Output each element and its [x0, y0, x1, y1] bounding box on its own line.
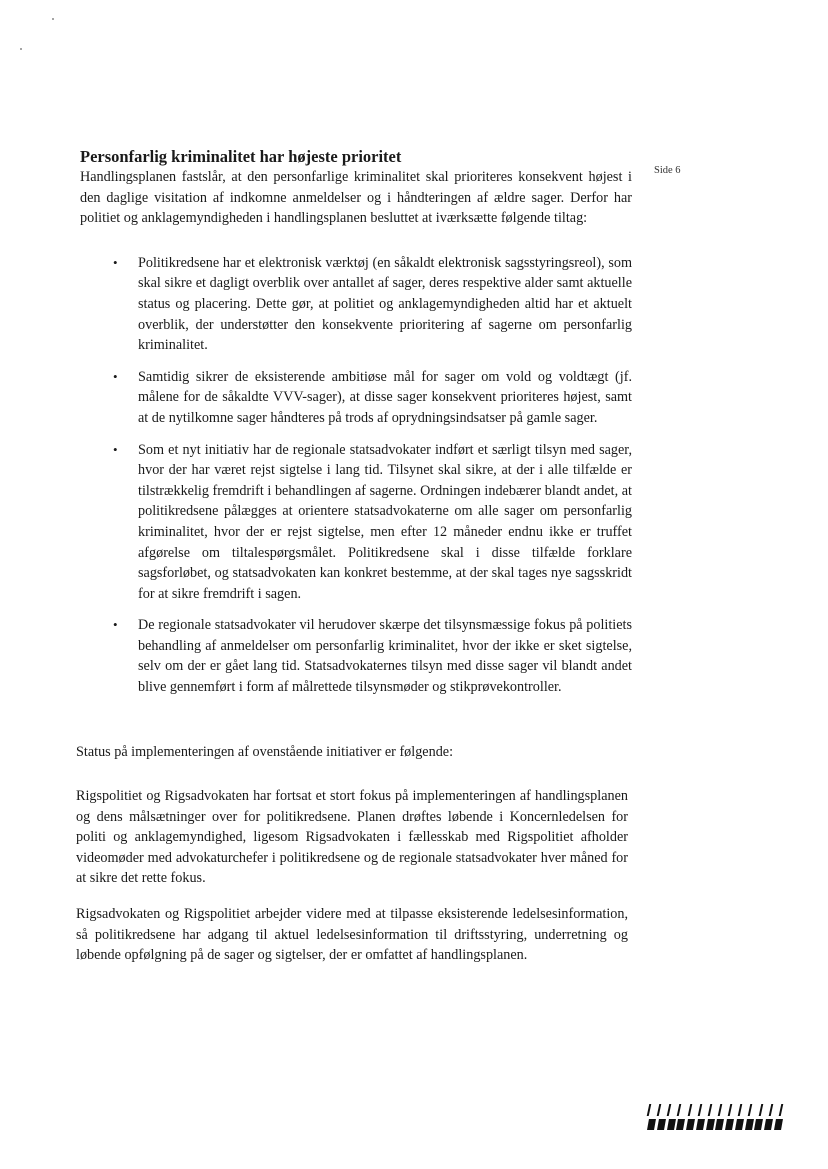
list-item-text: Politikredsene har et elektronisk værktøj (en såkaldt elektronisk sagsstyringsreol), som skal sikre et dagligt overblik over antallet af sager, deres respektive alder samt aktuelle status og placering. Dette gør, at politiet og anklagemyndigheden altid har et aktuelt overblik, der understøtter den konsekvente prioritering af sagerne om personfarlig kriminalitet.	[138, 254, 632, 354]
bullet-icon: •	[113, 441, 118, 457]
barcode-icon	[648, 1104, 782, 1130]
list-item	[80, 615, 632, 697]
initiative-list	[80, 253, 632, 698]
body-paragraph: Rigspolitiet og Rigsadvokaten har fortsat et stort fokus på implementeringen af handlingsplanen og dens målsætninger over for politikredsene. Planen drøftes løbende i Koncernledelsen for politi og anklagemyndighed, ligesom Rigsadvokaten i fællesskab med Rigspolitiet afholder videomøder med advokaturchefer i politikredsene og de regionale statsadvokater hver måned for at sikre det rette fokus.	[76, 788, 628, 887]
bullet-icon: •	[113, 254, 118, 270]
barcode-top-row	[648, 1104, 782, 1116]
list-item-text: Samtidig sikrer de eksisterende ambitiøse mål for sager om vold og voldtægt (jf. målene for de såkaldte VVV-sager), at disse sager konsekvent prioriteres højest, samt at de nytilkomne sager håndteres på trods af oprydningsindsatser på gamle sager.	[138, 368, 632, 426]
intro-paragraph: Handlingsplanen fastslår, at den personfarlige kriminalitet skal prioriteres konsekvent højest i den daglige visitation af indkomne anmeldelser og i håndteringen af ældre sager. Derfor har politiet og anklagemyndigheden i handlingsplanen besluttet at iværksætte følgende tiltag:	[80, 169, 632, 227]
status-line: Status på implementeringen af ovenstående initiativer er følgende:	[76, 744, 454, 760]
list-item-text: Som et nyt initiativ har de regionale statsadvokater indført et særligt tilsyn med sager, hvor der har været rejst sigtelse i lang tid. Tilsynet skal sikre, at der i alle tilfælde er tilstrækkelig fremdrift i behandlingen af sagerne. Ordningen indebærer blandt andet, at politikredsene pålægges at orientere statsadvokaterne om alle sager om personfarlig kriminalitet, hvor der er rejst sigtelse, men efter 12 måneder endnu ikke er truffet afgørelse om tiltalespørgsmålet. Politikredsene skal i disse tilfælde forklare sagsforløbet, og statsadvokaten kan konkret bestemme, at der skal tages nye sagsskridt for at sikre fremdrift i sagen.	[138, 441, 632, 602]
scan-speck	[20, 48, 22, 50]
section-heading: Personfarlig kriminalitet har højeste prioritet	[80, 147, 402, 166]
list-item	[80, 367, 632, 429]
body-paragraph: Rigsadvokaten og Rigspolitiet arbejder videre med at tilpasse eksisterende ledelsesinformation, så politikredsene har adgang til aktuel ledelsesinformation til driftsstyring, underretning og løbende opfølgning på de sager og sigtelser, der er omfattet af handlingsplanen.	[76, 906, 628, 964]
list-item-text: De regionale statsadvokater vil herudover skærpe det tilsynsmæssige fokus på politiets behandling af anmeldelser om personfarlig kriminalitet, hvor der ikke er sket sigtelse, selv om der er gået lang tid. Statsadvokaternes tilsyn med disse sager vil blandt andet blive gennemført i form af målrettede tilsynsmøder og stikprøvekontroller.	[138, 617, 632, 696]
scan-speck	[52, 18, 54, 20]
list-item	[80, 440, 632, 605]
barcode-bottom-row	[648, 1119, 782, 1130]
list-item	[80, 253, 632, 356]
section-block	[80, 146, 632, 709]
bullet-icon: •	[113, 368, 118, 384]
page-number: Side 6	[654, 165, 681, 176]
bullet-icon: •	[113, 617, 118, 633]
